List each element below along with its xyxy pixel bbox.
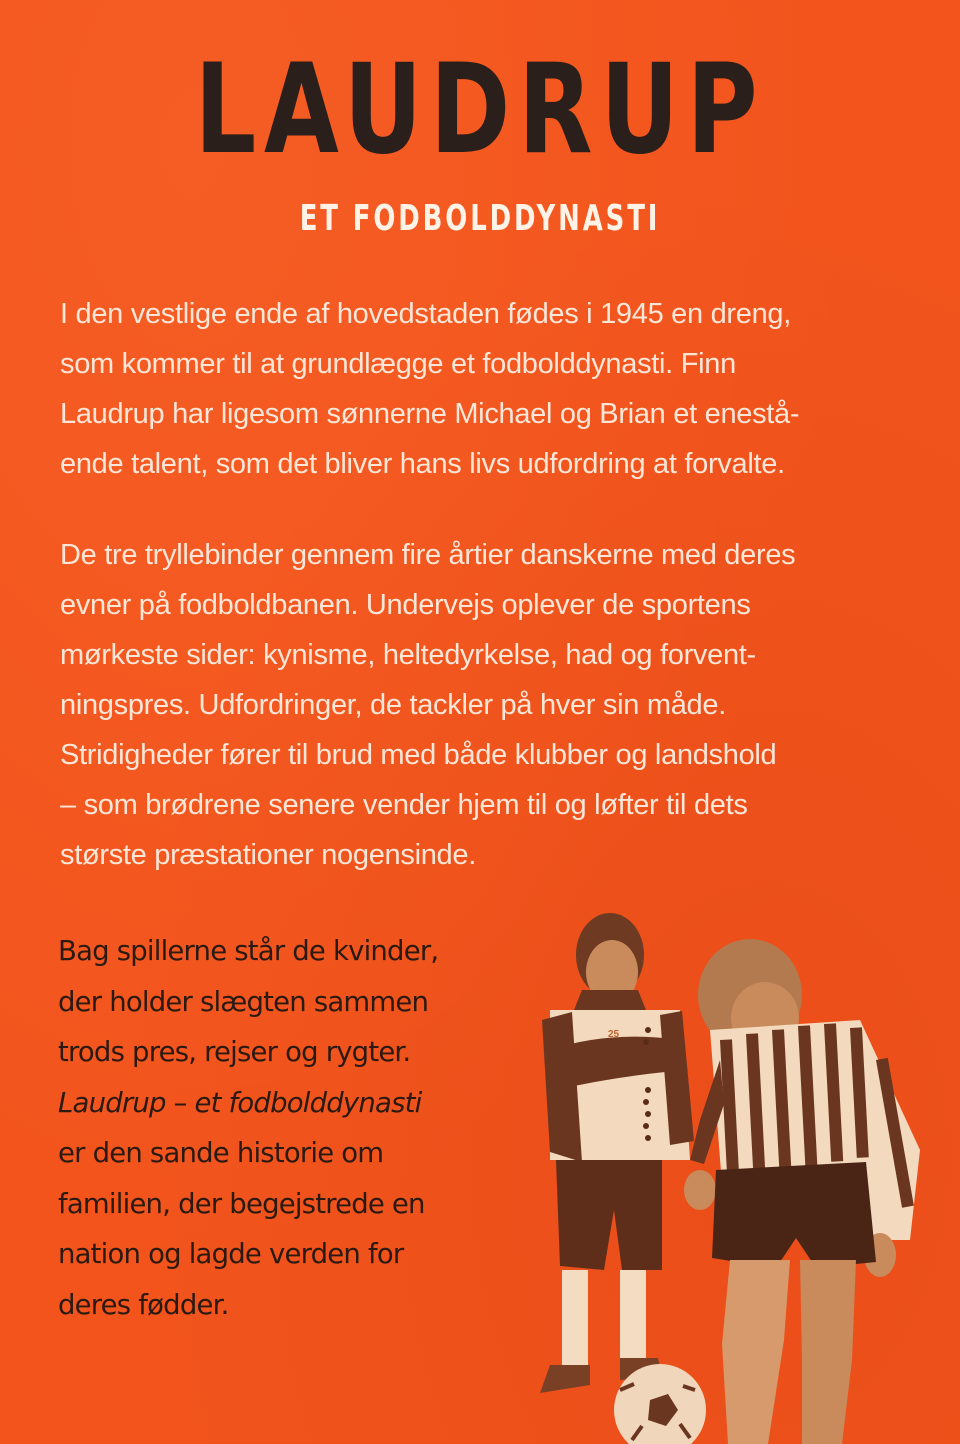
player-juggling xyxy=(684,939,920,1444)
text-line: Stridigheder fører til brud med både klubber og landshold xyxy=(60,739,777,771)
text-line: største præstationer nogensinde. xyxy=(60,839,476,871)
text-line: I den vestlige ende af hovedstaden fødes i 1945 en dreng, xyxy=(60,298,791,330)
text-line: der holder slægten sammen xyxy=(58,985,429,1018)
jersey-number: 25 xyxy=(608,1029,620,1040)
text-line: trods pres, rejser og rygter. xyxy=(58,1036,411,1068)
text-line: som kommer til at grundlægge et fodbolddynasti. Finn xyxy=(60,348,736,380)
text-line: ningspres. Udfordringer, de tackler på hver sin måde. xyxy=(60,689,726,721)
blurb-paragraph-3 xyxy=(58,926,528,1330)
book-title-italic: Laudrup – et fodbolddynasti xyxy=(58,1086,422,1119)
text-line: De tre tryllebinder gennem fire årtier danskerne med deres xyxy=(60,539,796,571)
text-line: – som brødrene senere vender hjem til og løfter til dets xyxy=(60,789,748,821)
footballers-photo xyxy=(520,900,960,1444)
text-line: ende talent, som det bliver hans livs udfordring at forvalte. xyxy=(60,448,785,480)
blurb-paragraph-1 xyxy=(60,289,940,489)
text-line: deres fødder. xyxy=(58,1288,229,1321)
text-line: familien, der begejstrede en xyxy=(58,1187,425,1220)
text-line: mørkeste sider: kynisme, heltedyrkelse, had og forvent- xyxy=(60,639,756,671)
text-line: er den sande historie om xyxy=(58,1137,384,1169)
text-line: nation og lagde verden for xyxy=(58,1238,404,1270)
text-line: evner på fodboldbanen. Undervejs oplever de sportens xyxy=(60,589,751,621)
text-line: Bag spillerne står de kvinder, xyxy=(58,935,439,967)
player-standing xyxy=(540,913,694,1393)
book-subtitle: ET FODBOLDDYNASTI xyxy=(299,198,661,239)
book-title: LAUDRUP xyxy=(194,38,766,182)
blurb-paragraph-2 xyxy=(60,530,940,880)
text-line: Laudrup har ligesom sønnerne Michael og Brian et enestå- xyxy=(60,398,800,430)
